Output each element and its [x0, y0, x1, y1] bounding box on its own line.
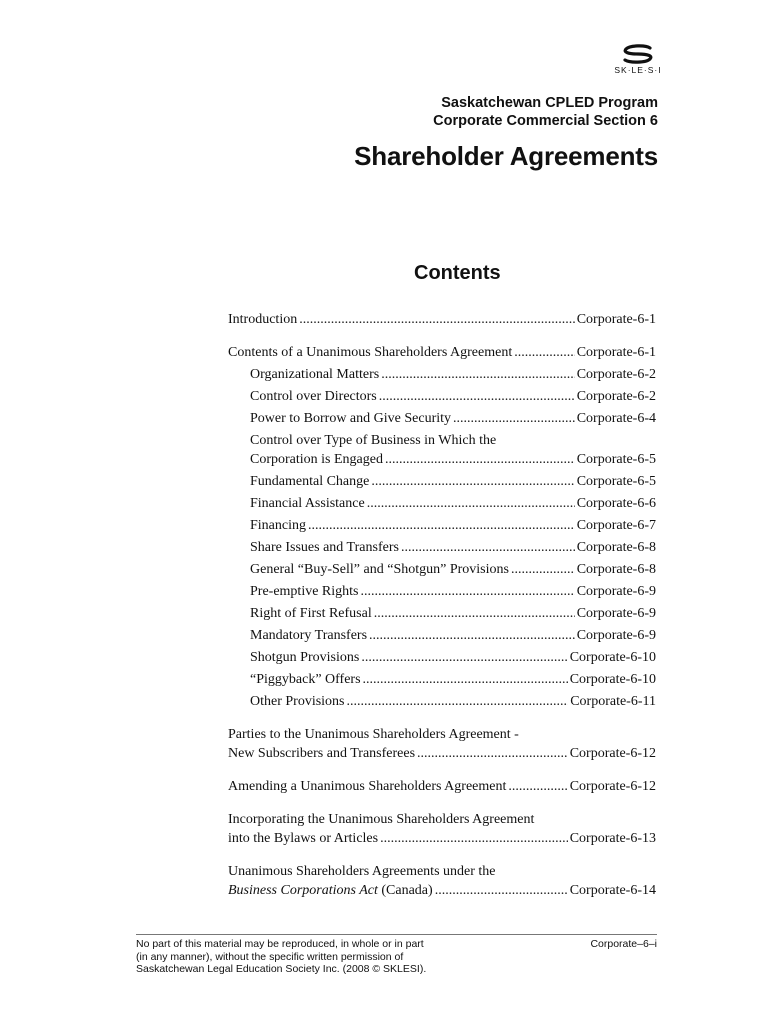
toc-subentry[interactable]: “Piggyback” Offers ..... Corporate-6-10 [228, 670, 656, 689]
page-title: Shareholder Agreements [354, 141, 658, 171]
sklesi-logo [608, 44, 668, 75]
document-header [433, 94, 658, 130]
contents-heading: Contents [414, 262, 501, 284]
toc-subentry[interactable]: Power to Borrow and Give Security ..... Corporate-6-4 [228, 409, 656, 428]
toc-subentry[interactable]: Share Issues and Transfers ..... Corporate-6-8 [228, 538, 656, 557]
toc-subentry[interactable]: Other Provisions ..... Corporate-6-11 [228, 692, 656, 711]
page-reference: Corporate–6–i [590, 938, 657, 950]
sklesi-logo-icon [620, 44, 656, 64]
toc-subentry[interactable]: Financing ..... Corporate-6-7 [228, 516, 656, 535]
toc-subentry[interactable]: Shotgun Provisions ..... Corporate-6-10 [228, 648, 656, 667]
toc-subentry-multiline[interactable]: Control over Type of Business in Which the Corporation is Engaged ..... Corporate-6-5 [228, 431, 656, 469]
toc-subentry[interactable]: General “Buy-Sell” and “Shotgun” Provisions ..... Corporate-6-8 [228, 560, 656, 579]
table-of-contents [228, 310, 656, 900]
toc-subentry[interactable]: Pre-emptive Rights ..... Corporate-6-9 [228, 582, 656, 601]
toc-entry[interactable]: Amending a Unanimous Shareholders Agreement ..... Corporate-6-12 [228, 777, 656, 796]
toc-subentry[interactable]: Mandatory Transfers ..... Corporate-6-9 [228, 626, 656, 645]
toc-subentry[interactable]: Fundamental Change ..... Corporate-6-5 [228, 472, 656, 491]
program-name: Saskatchewan CPLED Program [441, 95, 658, 111]
toc-subentry[interactable]: Control over Directors ..... Corporate-6-2 [228, 387, 656, 406]
toc-subentry[interactable]: Right of First Refusal ..... Corporate-6-9 [228, 604, 656, 623]
toc-subentry[interactable]: Financial Assistance ..... Corporate-6-6 [228, 494, 656, 513]
copyright-notice: No part of this material may be reproduced, in whole or in part (in any manner), without the specific written permission of Saskatchewan Legal Education Society Inc. (2008 © SKLESI). [136, 938, 427, 975]
toc-entry[interactable]: Introduction ..... Corporate-6-1 [228, 310, 656, 329]
toc-entry-multiline[interactable]: Incorporating the Unanimous Shareholders Agreement into the Bylaws or Articles ..... Corporate-6-13 [228, 810, 656, 848]
toc-entry-multiline[interactable]: Parties to the Unanimous Shareholders Agreement - New Subscribers and Transferees ..... Corporate-6-12 [228, 725, 656, 763]
toc-entry-multiline[interactable]: Unanimous Shareholders Agreements under the Business Corporations Act (Canada) ..... Corporate-6-14 [228, 862, 656, 900]
logo-text: SK·LE·S·I [614, 65, 662, 75]
toc-entry[interactable]: Contents of a Unanimous Shareholders Agreement ..... Corporate-6-1 [228, 343, 656, 362]
section-name: Corporate Commercial Section 6 [433, 113, 658, 129]
toc-subentry[interactable]: Organizational Matters ..... Corporate-6-2 [228, 365, 656, 384]
footer-divider [136, 934, 657, 935]
